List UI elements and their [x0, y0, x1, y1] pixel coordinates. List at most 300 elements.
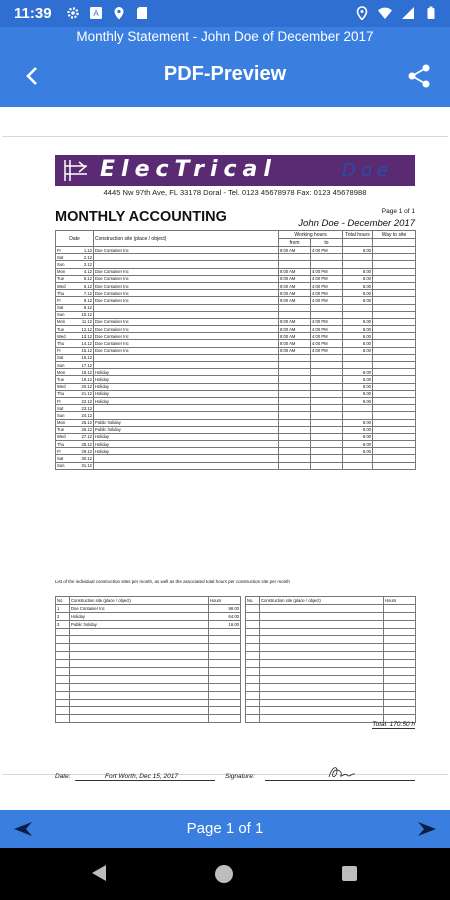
row-to: 4:00 PM	[311, 297, 343, 304]
summary-cell-site	[70, 683, 209, 691]
summary-cell-site	[70, 668, 209, 676]
row-date: Tue 19.12	[57, 376, 92, 382]
summary-col-hours: Hours	[384, 597, 416, 605]
summary-cell-site: Holiday	[70, 612, 209, 620]
summary-cell-site	[70, 707, 209, 715]
row-way	[373, 448, 416, 455]
summary-cell-hours: 64.00	[209, 612, 241, 620]
row-site: Doe Container Inc	[94, 275, 279, 282]
row-from: 8:00 AM	[279, 333, 311, 340]
row-from: 8:00 AM	[279, 290, 311, 297]
summary-cell-hours	[384, 636, 416, 644]
row-way	[373, 326, 416, 333]
table-row	[56, 326, 416, 333]
summary-cell-hours	[384, 668, 416, 676]
signature-mark	[325, 761, 361, 783]
summary-cell-hours	[209, 636, 241, 644]
summary-cell-site	[260, 628, 384, 636]
row-from	[279, 362, 311, 369]
summary-cell-site	[70, 699, 209, 707]
row-site: Doe Container Inc	[94, 282, 279, 289]
summary-table-left	[55, 596, 241, 723]
summary-cell-hours	[209, 707, 241, 715]
summary-row	[246, 628, 416, 636]
row-from	[279, 254, 311, 261]
row-date: Sun 17.12	[57, 362, 92, 368]
row-hours	[343, 462, 373, 469]
row-date: Wed 13.12	[57, 333, 92, 339]
logo-doe-text: Doe	[342, 160, 393, 181]
row-site	[94, 455, 279, 462]
nav-back-icon[interactable]	[90, 864, 108, 882]
row-way	[373, 383, 416, 390]
row-way	[373, 275, 416, 282]
summary-row	[246, 620, 416, 628]
next-page-icon[interactable]	[416, 818, 438, 840]
row-to	[311, 354, 343, 361]
row-way	[373, 433, 416, 440]
summary-cell-site	[70, 691, 209, 699]
row-from	[279, 354, 311, 361]
row-way	[373, 426, 416, 433]
row-site: Holiday	[94, 390, 279, 397]
hours-table	[55, 230, 416, 470]
row-way	[373, 333, 416, 340]
row-site: Doe Container Inc	[94, 318, 279, 325]
row-to	[311, 311, 343, 318]
row-way	[373, 318, 416, 325]
summary-cell-hours	[384, 652, 416, 660]
table-row	[56, 268, 416, 275]
summary-cell-hours	[209, 628, 241, 636]
row-date: Wed 27.12	[57, 434, 92, 440]
row-hours: 8.00	[343, 333, 373, 340]
row-to	[311, 462, 343, 469]
row-way	[373, 362, 416, 369]
row-to	[311, 376, 343, 383]
row-hours: 8.00	[343, 275, 373, 282]
row-way	[373, 455, 416, 462]
row-to	[311, 405, 343, 412]
row-date: Sat 23.12	[57, 405, 92, 411]
summary-cell-no	[246, 683, 260, 691]
col-site-header: Construction site (place / object)	[94, 231, 279, 247]
summary-col-site: Construction site (place / object)	[260, 597, 384, 605]
summary-col-hours: Hours	[209, 597, 241, 605]
row-way	[373, 347, 416, 354]
row-from	[279, 433, 311, 440]
row-to: 4:00 PM	[311, 275, 343, 282]
row-site: Doe Container Inc	[94, 297, 279, 304]
summary-row	[246, 691, 416, 699]
row-way	[373, 282, 416, 289]
summary-cell-site	[260, 675, 384, 683]
row-site	[94, 412, 279, 419]
col-to-header: to	[311, 239, 343, 247]
row-hours	[343, 412, 373, 419]
page-divider	[2, 136, 448, 137]
nav-home-icon[interactable]	[215, 865, 233, 883]
row-to	[311, 426, 343, 433]
summary-row	[56, 660, 241, 668]
summary-row	[246, 660, 416, 668]
table-row	[56, 347, 416, 354]
date-line	[75, 780, 215, 781]
row-from	[279, 261, 311, 268]
summary-cell-site	[260, 699, 384, 707]
summary-cell-site	[260, 707, 384, 715]
summary-cell-no	[56, 628, 70, 636]
row-site: Public holiday	[94, 419, 279, 426]
summary-row	[56, 628, 241, 636]
row-hours: 8.00	[343, 326, 373, 333]
summary-cell-no	[56, 660, 70, 668]
row-to: 4:00 PM	[311, 333, 343, 340]
summary-cell-site	[70, 675, 209, 683]
summary-cell-hours	[384, 699, 416, 707]
row-from	[279, 304, 311, 311]
row-from: 8:00 AM	[279, 297, 311, 304]
row-hours	[343, 304, 373, 311]
row-from: 8:00 AM	[279, 347, 311, 354]
summary-row	[56, 707, 241, 715]
row-way	[373, 297, 416, 304]
table-row	[56, 275, 416, 282]
summary-cell-site	[70, 636, 209, 644]
summary-cell-hours	[384, 683, 416, 691]
summary-cell-no	[246, 644, 260, 652]
summary-header-row	[246, 597, 416, 605]
row-site: Holiday	[94, 433, 279, 440]
row-site	[94, 462, 279, 469]
row-site: Holiday	[94, 448, 279, 455]
summary-cell-hours: 88.00	[209, 604, 241, 612]
row-site	[94, 354, 279, 361]
summary-cell-no	[56, 636, 70, 644]
summary-cell-hours	[384, 612, 416, 620]
document-title: MONTHLY ACCOUNTING	[55, 209, 227, 225]
table-row	[56, 340, 416, 347]
row-way	[373, 354, 416, 361]
location-icon	[355, 6, 369, 20]
summary-cell-hours	[384, 644, 416, 652]
row-site: Doe Container Inc	[94, 326, 279, 333]
location-icon	[112, 6, 126, 20]
row-site: Doe Container Inc	[94, 340, 279, 347]
row-hours: 8.00	[343, 383, 373, 390]
table-row	[56, 390, 416, 397]
summary-cell-hours	[384, 628, 416, 636]
row-way	[373, 254, 416, 261]
row-to	[311, 254, 343, 261]
row-to	[311, 441, 343, 448]
summary-cell-hours	[209, 675, 241, 683]
table-row	[56, 247, 416, 254]
row-site: Doe Container Inc	[94, 290, 279, 297]
row-date: Sat 30.12	[57, 456, 92, 462]
row-site	[94, 405, 279, 412]
summary-row	[246, 699, 416, 707]
summary-cell-hours	[209, 644, 241, 652]
summary-cell-no	[246, 620, 260, 628]
row-hours	[343, 455, 373, 462]
row-way	[373, 340, 416, 347]
summary-cell-hours	[384, 675, 416, 683]
row-date: Mon 18.12	[57, 369, 92, 375]
row-hours	[343, 311, 373, 318]
summary-cell-site	[260, 636, 384, 644]
summary-row	[56, 699, 241, 707]
summary-cell-site	[260, 683, 384, 691]
summary-cell-no	[56, 668, 70, 676]
sd-card-icon	[135, 6, 149, 20]
summary-cell-site	[260, 668, 384, 676]
row-hours: 8.00	[343, 390, 373, 397]
summary-cell-hours	[384, 707, 416, 715]
summary-cell-no	[56, 644, 70, 652]
row-date: Fr 8.12	[57, 297, 92, 303]
summary-cell-no	[56, 691, 70, 699]
row-from	[279, 311, 311, 318]
row-hours	[343, 354, 373, 361]
table-row	[56, 448, 416, 455]
row-from	[279, 419, 311, 426]
row-to	[311, 419, 343, 426]
logo-mark	[63, 158, 91, 183]
row-to	[311, 455, 343, 462]
row-hours: 8.00	[343, 426, 373, 433]
row-hours: 8.00	[343, 268, 373, 275]
row-way	[373, 304, 416, 311]
row-date: Sat 9.12	[57, 305, 92, 311]
page-title: PDF-Preview	[163, 63, 287, 85]
row-from	[279, 426, 311, 433]
row-from	[279, 412, 311, 419]
row-way	[373, 290, 416, 297]
date-value: Fort Worth, Dec 15, 2017	[105, 773, 178, 780]
summary-cell-site	[260, 660, 384, 668]
row-date: Fr 15.12	[57, 348, 92, 354]
row-hours: 8.00	[343, 247, 373, 254]
row-hours: 8.00	[343, 318, 373, 325]
summary-cell-hours	[384, 620, 416, 628]
summary-cell-site	[260, 604, 384, 612]
summary-cell-site: Public holiday	[70, 620, 209, 628]
summary-cell-no: 3	[56, 620, 70, 628]
row-date: Tue 12.12	[57, 326, 92, 332]
row-way	[373, 376, 416, 383]
row-hours: 8.00	[343, 433, 373, 440]
battery-icon	[424, 6, 438, 20]
row-hours: 8.00	[343, 441, 373, 448]
row-to	[311, 397, 343, 404]
summary-cell-hours: 16.00	[209, 620, 241, 628]
row-from: 8:00 AM	[279, 282, 311, 289]
statement-subtitle: Monthly Statement - John Doe of December 2017	[76, 29, 374, 44]
summary-cell-hours	[384, 691, 416, 699]
row-to: 4:00 PM	[311, 318, 343, 325]
summary-cell-no	[56, 652, 70, 660]
table-row	[56, 369, 416, 376]
table-row	[56, 405, 416, 412]
summary-cell-no	[56, 715, 70, 723]
row-site	[94, 261, 279, 268]
company-logo	[55, 155, 415, 186]
row-site: Doe Container Inc	[94, 268, 279, 275]
summary-cell-hours	[209, 715, 241, 723]
row-from	[279, 390, 311, 397]
summary-cell-hours	[209, 683, 241, 691]
summary-row	[56, 620, 241, 628]
table-row	[56, 426, 416, 433]
summary-cell-no	[246, 628, 260, 636]
company-address: 4445 Nw 97th Ave, FL 33178 Doral - Tel. 0123 45678978 Fax: 0123 45678988	[103, 188, 367, 197]
summary-row	[56, 675, 241, 683]
row-date: Sat 16.12	[57, 355, 92, 361]
row-from	[279, 462, 311, 469]
row-date: Sun 31.12	[57, 463, 92, 469]
row-from	[279, 397, 311, 404]
row-way	[373, 390, 416, 397]
row-from	[279, 441, 311, 448]
row-to	[311, 304, 343, 311]
row-hours: 8.00	[343, 297, 373, 304]
pager-bar	[0, 810, 450, 848]
row-from	[279, 369, 311, 376]
summary-cell-no	[246, 652, 260, 660]
row-site: Doe Container Inc	[94, 247, 279, 254]
row-site: Holiday	[94, 441, 279, 448]
row-from: 8:00 AM	[279, 268, 311, 275]
summary-cell-no	[56, 683, 70, 691]
row-to	[311, 433, 343, 440]
summary-row	[246, 707, 416, 715]
status-bar	[0, 0, 450, 27]
row-date: Mon 4.12	[57, 269, 92, 275]
row-from	[279, 383, 311, 390]
summary-note: List of the individual construction sites per month, as well as the associated total hours per construction site per month	[55, 579, 290, 584]
row-date: Sun 3.12	[57, 261, 92, 267]
row-site: Holiday	[94, 397, 279, 404]
row-site	[94, 362, 279, 369]
table-row	[56, 290, 416, 297]
row-date: Sat 2.12	[57, 254, 92, 260]
summary-cell-no	[56, 699, 70, 707]
logo-company-text: ElecTrical	[100, 157, 277, 182]
row-way	[373, 462, 416, 469]
share-icon[interactable]	[406, 63, 432, 89]
summary-cell-hours	[209, 652, 241, 660]
row-hours: 8.00	[343, 290, 373, 297]
date-label: Date:	[55, 773, 71, 780]
row-date: Thu 7.12	[57, 290, 92, 296]
col-total-header: Total hours	[343, 231, 373, 239]
row-to	[311, 383, 343, 390]
row-hours	[343, 362, 373, 369]
summary-row	[246, 652, 416, 660]
summary-cell-site	[70, 644, 209, 652]
row-site	[94, 304, 279, 311]
summary-row	[246, 668, 416, 676]
table-row	[56, 318, 416, 325]
summary-cell-no	[246, 715, 260, 723]
row-date: Wed 6.12	[57, 283, 92, 289]
summary-row	[246, 683, 416, 691]
row-from	[279, 405, 311, 412]
summary-row	[246, 636, 416, 644]
row-to	[311, 390, 343, 397]
document-page-number: Page 1 of 1	[381, 208, 415, 215]
row-to	[311, 412, 343, 419]
row-hours	[343, 254, 373, 261]
summary-cell-site	[70, 715, 209, 723]
col-date-header: Date	[56, 231, 94, 247]
table-row	[56, 304, 416, 311]
table-row	[56, 354, 416, 361]
summary-row	[246, 604, 416, 612]
summary-cell-site	[260, 691, 384, 699]
row-to: 4:00 PM	[311, 347, 343, 354]
summary-cell-site	[260, 612, 384, 620]
table-row	[56, 462, 416, 469]
row-date: Mon 25.12	[57, 420, 92, 426]
summary-cell-no	[56, 707, 70, 715]
row-to	[311, 369, 343, 376]
table-row	[56, 362, 416, 369]
summary-cell-no	[246, 668, 260, 676]
summary-cell-hours	[209, 699, 241, 707]
summary-row	[56, 644, 241, 652]
summary-cell-site	[260, 644, 384, 652]
signal-icon	[401, 6, 415, 20]
summary-cell-no	[246, 604, 260, 612]
table-row	[56, 419, 416, 426]
table-header-row	[56, 231, 416, 239]
summary-cell-site	[260, 620, 384, 628]
row-date: Sun 10.12	[57, 312, 92, 318]
summary-row	[56, 715, 241, 723]
nav-recents-icon[interactable]	[342, 866, 357, 881]
summary-cell-no	[246, 675, 260, 683]
row-to: 4:00 PM	[311, 247, 343, 254]
row-hours: 8.00	[343, 340, 373, 347]
row-hours: 8.00	[343, 397, 373, 404]
summary-row	[56, 691, 241, 699]
summary-cell-hours	[384, 604, 416, 612]
row-hours: 8.00	[343, 347, 373, 354]
status-time: 11:39	[14, 5, 52, 22]
summary-row	[56, 683, 241, 691]
row-date: Fr 22.12	[57, 398, 92, 404]
table-row	[56, 282, 416, 289]
summary-row	[56, 612, 241, 620]
table-row	[56, 397, 416, 404]
summary-col-site: Construction site (place / object)	[70, 597, 209, 605]
row-way	[373, 247, 416, 254]
svg-text:A: A	[93, 9, 99, 18]
row-to: 4:00 PM	[311, 340, 343, 347]
row-site: Holiday	[94, 383, 279, 390]
row-to	[311, 448, 343, 455]
row-date: Thu 28.12	[57, 441, 92, 447]
pdf-viewer[interactable]	[2, 107, 448, 810]
summary-row	[56, 636, 241, 644]
col-working-hours-header: Working hours	[279, 231, 343, 239]
pdf-app-icon	[89, 6, 103, 20]
row-from: 8:00 AM	[279, 326, 311, 333]
row-from: 8:00 AM	[279, 247, 311, 254]
summary-cell-site	[70, 628, 209, 636]
